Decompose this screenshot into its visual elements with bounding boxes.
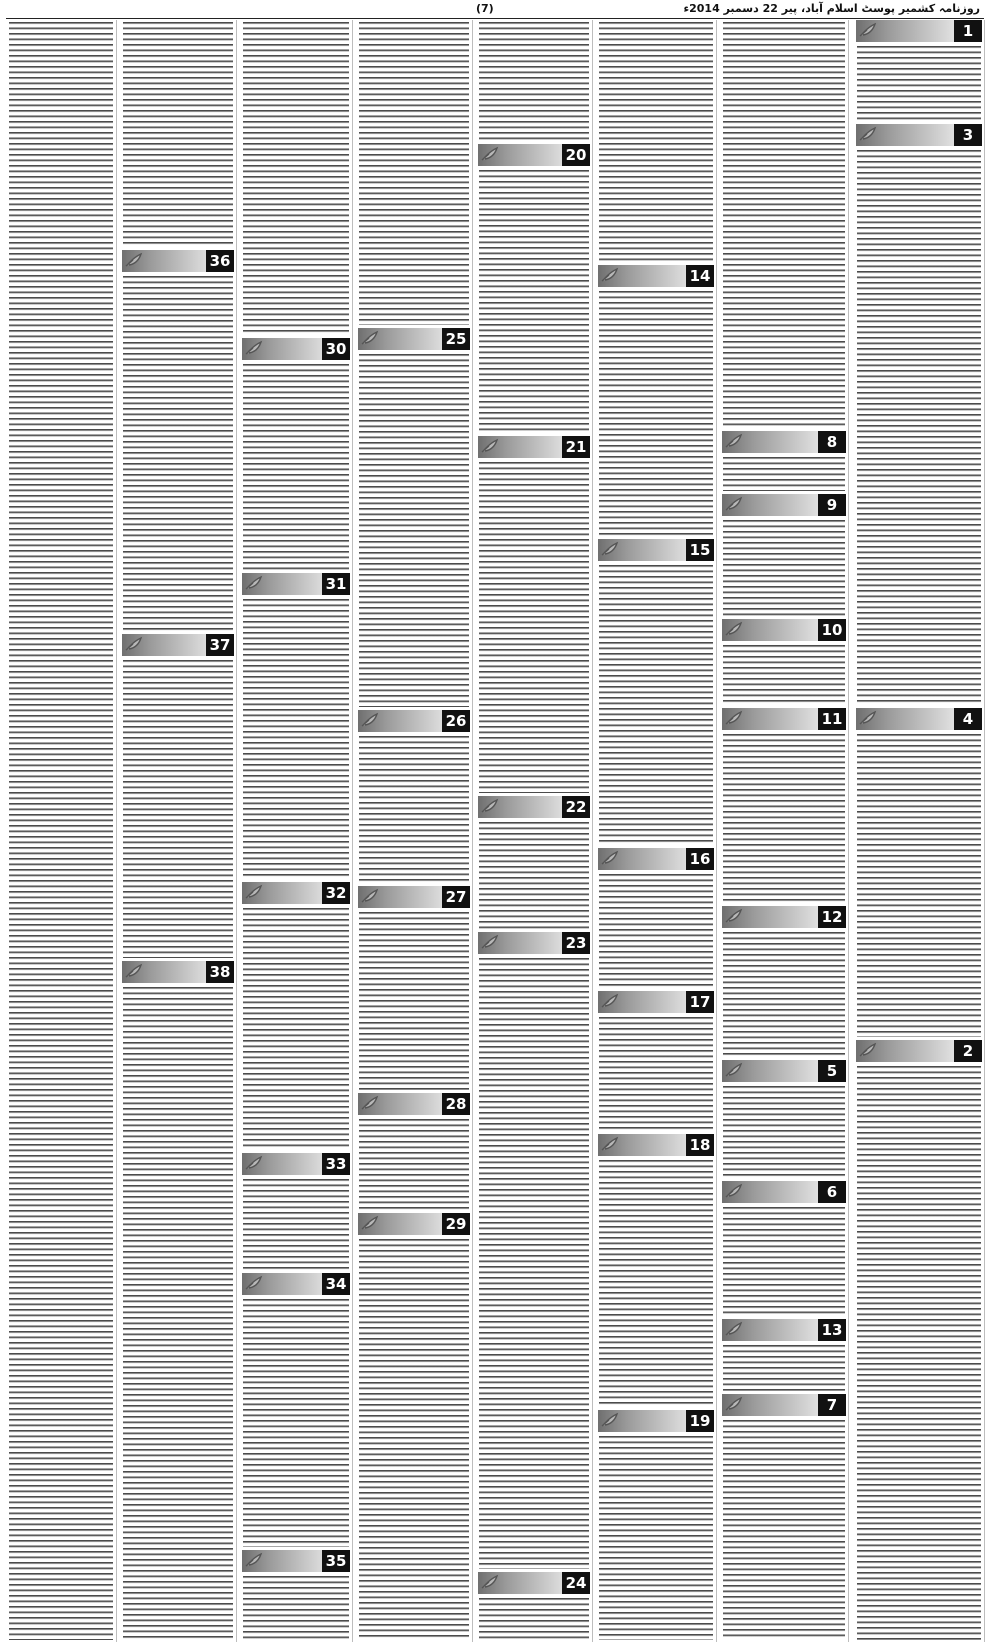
article-number-header [598, 848, 714, 870]
leaf-ornament-icon [244, 1551, 264, 1569]
article-number-badge: 6 [818, 1181, 846, 1203]
article-text [123, 660, 233, 958]
article-text [243, 1299, 349, 1547]
leaf-ornament-icon [600, 992, 620, 1010]
leaf-ornament-icon [724, 1182, 744, 1200]
leaf-ornament-icon [858, 1041, 878, 1059]
article-number-badge: 24 [562, 1572, 590, 1594]
article-text [359, 1119, 469, 1210]
article-number-badge: 8 [818, 431, 846, 453]
article-number-badge: 3 [954, 124, 982, 146]
article-number-header [122, 961, 234, 983]
article-number-header [358, 328, 470, 350]
article-number-badge: 2 [954, 1040, 982, 1062]
article-number-header [722, 906, 846, 928]
newspaper-title: روزنامہ کشمیر پوسٹ اسلام آباد، پیر 22 دسمبر 2014ء [683, 2, 980, 15]
article-number-badge: 25 [442, 328, 470, 350]
article-number-header [358, 1213, 470, 1235]
article-number-header [242, 1273, 350, 1295]
article-number-header [242, 1153, 350, 1175]
article-text [243, 908, 349, 1150]
article-number-badge: 5 [818, 1060, 846, 1082]
article-text [359, 22, 469, 325]
masthead [6, 2, 984, 19]
article-number-header [358, 1093, 470, 1115]
leaf-ornament-icon [724, 432, 744, 450]
article-text [857, 46, 981, 121]
article-number-badge: 9 [818, 494, 846, 516]
article-number-badge: 37 [206, 634, 234, 656]
article-number-header [722, 619, 846, 641]
article-number-header [856, 20, 982, 42]
leaf-ornament-icon [724, 1061, 744, 1079]
article-text [359, 912, 469, 1090]
leaf-ornament-icon [124, 962, 144, 980]
article-number-badge: 10 [818, 619, 846, 641]
article-number-badge: 20 [562, 144, 590, 166]
article-number-badge: 26 [442, 710, 470, 732]
article-text [243, 1179, 349, 1270]
article-text [723, 520, 845, 616]
article-text [599, 565, 713, 845]
article-text [723, 22, 845, 428]
leaf-ornament-icon [244, 1274, 264, 1292]
leaf-ornament-icon [124, 251, 144, 269]
article-number-header [242, 882, 350, 904]
leaf-ornament-icon [600, 1411, 620, 1429]
article-number-header [598, 991, 714, 1013]
article-text [599, 291, 713, 536]
article-number-badge: 28 [442, 1093, 470, 1115]
article-number-badge: 33 [322, 1153, 350, 1175]
article-number-badge: 34 [322, 1273, 350, 1295]
article-number-badge: 35 [322, 1550, 350, 1572]
article-number-header [242, 338, 350, 360]
article-text [123, 22, 233, 247]
leaf-ornament-icon [480, 145, 500, 163]
article-text [243, 364, 349, 570]
article-text [723, 932, 845, 1057]
article-number-header [722, 494, 846, 516]
article-number-badge: 32 [322, 882, 350, 904]
article-number-header [598, 265, 714, 287]
article-number-badge: 30 [322, 338, 350, 360]
article-text [723, 1207, 845, 1316]
article-number-badge: 16 [686, 848, 714, 870]
article-number-header [122, 250, 234, 272]
article-number-header [598, 1410, 714, 1432]
article-text [359, 736, 469, 883]
article-number-badge: 1 [954, 20, 982, 42]
article-number-header [722, 1319, 846, 1341]
article-text [359, 1239, 469, 1640]
article-number-badge: 4 [954, 708, 982, 730]
article-number-badge: 36 [206, 250, 234, 272]
article-text [243, 22, 349, 335]
article-number-badge: 18 [686, 1134, 714, 1156]
article-number-badge: 38 [206, 961, 234, 983]
leaf-ornament-icon [724, 620, 744, 638]
leaf-ornament-icon [244, 339, 264, 357]
leaf-ornament-icon [360, 1094, 380, 1112]
article-number-badge: 29 [442, 1213, 470, 1235]
article-number-header [598, 539, 714, 561]
page-number: (7) [476, 2, 494, 15]
article-number-header [598, 1134, 714, 1156]
article-number-badge: 19 [686, 1410, 714, 1432]
leaf-ornament-icon [858, 125, 878, 143]
article-number-badge: 11 [818, 708, 846, 730]
article-text [723, 1420, 845, 1640]
article-number-header [358, 886, 470, 908]
leaf-ornament-icon [360, 1214, 380, 1232]
article-number-header [242, 573, 350, 595]
leaf-ornament-icon [480, 437, 500, 455]
article-number-header [722, 708, 846, 730]
article-text [9, 22, 113, 1640]
article-text [599, 1017, 713, 1131]
article-text [723, 457, 845, 491]
article-text [857, 1066, 981, 1640]
article-number-header [856, 708, 982, 730]
article-text [599, 22, 713, 262]
leaf-ornament-icon [360, 329, 380, 347]
leaf-ornament-icon [480, 1573, 500, 1591]
leaf-ornament-icon [724, 1395, 744, 1413]
article-text [723, 734, 845, 903]
article-text [857, 150, 981, 705]
leaf-ornament-icon [724, 907, 744, 925]
article-text [479, 462, 589, 793]
leaf-ornament-icon [244, 883, 264, 901]
article-number-header [242, 1550, 350, 1572]
article-text [723, 1345, 845, 1391]
leaf-ornament-icon [600, 849, 620, 867]
article-number-header [856, 124, 982, 146]
article-number-header [478, 932, 590, 954]
article-number-badge: 7 [818, 1394, 846, 1416]
article-number-badge: 23 [562, 932, 590, 954]
article-text [123, 987, 233, 1640]
leaf-ornament-icon [724, 495, 744, 513]
article-text [243, 1576, 349, 1640]
article-text [857, 734, 981, 1037]
article-text [479, 22, 589, 141]
article-number-header [478, 436, 590, 458]
article-text [599, 1160, 713, 1407]
article-number-header [722, 1060, 846, 1082]
article-number-badge: 15 [686, 539, 714, 561]
article-number-badge: 22 [562, 796, 590, 818]
article-text [123, 276, 233, 631]
article-number-header [122, 634, 234, 656]
leaf-ornament-icon [600, 1135, 620, 1153]
article-number-header [856, 1040, 982, 1062]
article-number-header [722, 1181, 846, 1203]
article-text [479, 822, 589, 929]
article-text [243, 599, 349, 879]
article-number-badge: 21 [562, 436, 590, 458]
article-text [723, 645, 845, 705]
article-number-header [722, 431, 846, 453]
article-number-badge: 31 [322, 573, 350, 595]
article-number-header [358, 710, 470, 732]
leaf-ornament-icon [724, 709, 744, 727]
article-text [479, 170, 589, 433]
leaf-ornament-icon [858, 21, 878, 39]
article-text [599, 1436, 713, 1640]
article-number-header [722, 1394, 846, 1416]
article-text [599, 874, 713, 988]
leaf-ornament-icon [858, 709, 878, 727]
article-number-badge: 12 [818, 906, 846, 928]
article-number-badge: 17 [686, 991, 714, 1013]
leaf-ornament-icon [360, 887, 380, 905]
leaf-ornament-icon [480, 797, 500, 815]
leaf-ornament-icon [124, 635, 144, 653]
leaf-ornament-icon [600, 540, 620, 558]
article-text [479, 958, 589, 1569]
leaf-ornament-icon [724, 1320, 744, 1338]
article-number-badge: 14 [686, 265, 714, 287]
leaf-ornament-icon [600, 266, 620, 284]
article-number-header [478, 796, 590, 818]
article-number-badge: 27 [442, 886, 470, 908]
leaf-ornament-icon [244, 1154, 264, 1172]
leaf-ornament-icon [244, 574, 264, 592]
article-number-header [478, 144, 590, 166]
leaf-ornament-icon [360, 711, 380, 729]
article-number-badge: 13 [818, 1319, 846, 1341]
article-number-header [478, 1572, 590, 1594]
article-text [479, 1598, 589, 1640]
article-text [359, 354, 469, 707]
article-text [723, 1086, 845, 1178]
leaf-ornament-icon [480, 933, 500, 951]
